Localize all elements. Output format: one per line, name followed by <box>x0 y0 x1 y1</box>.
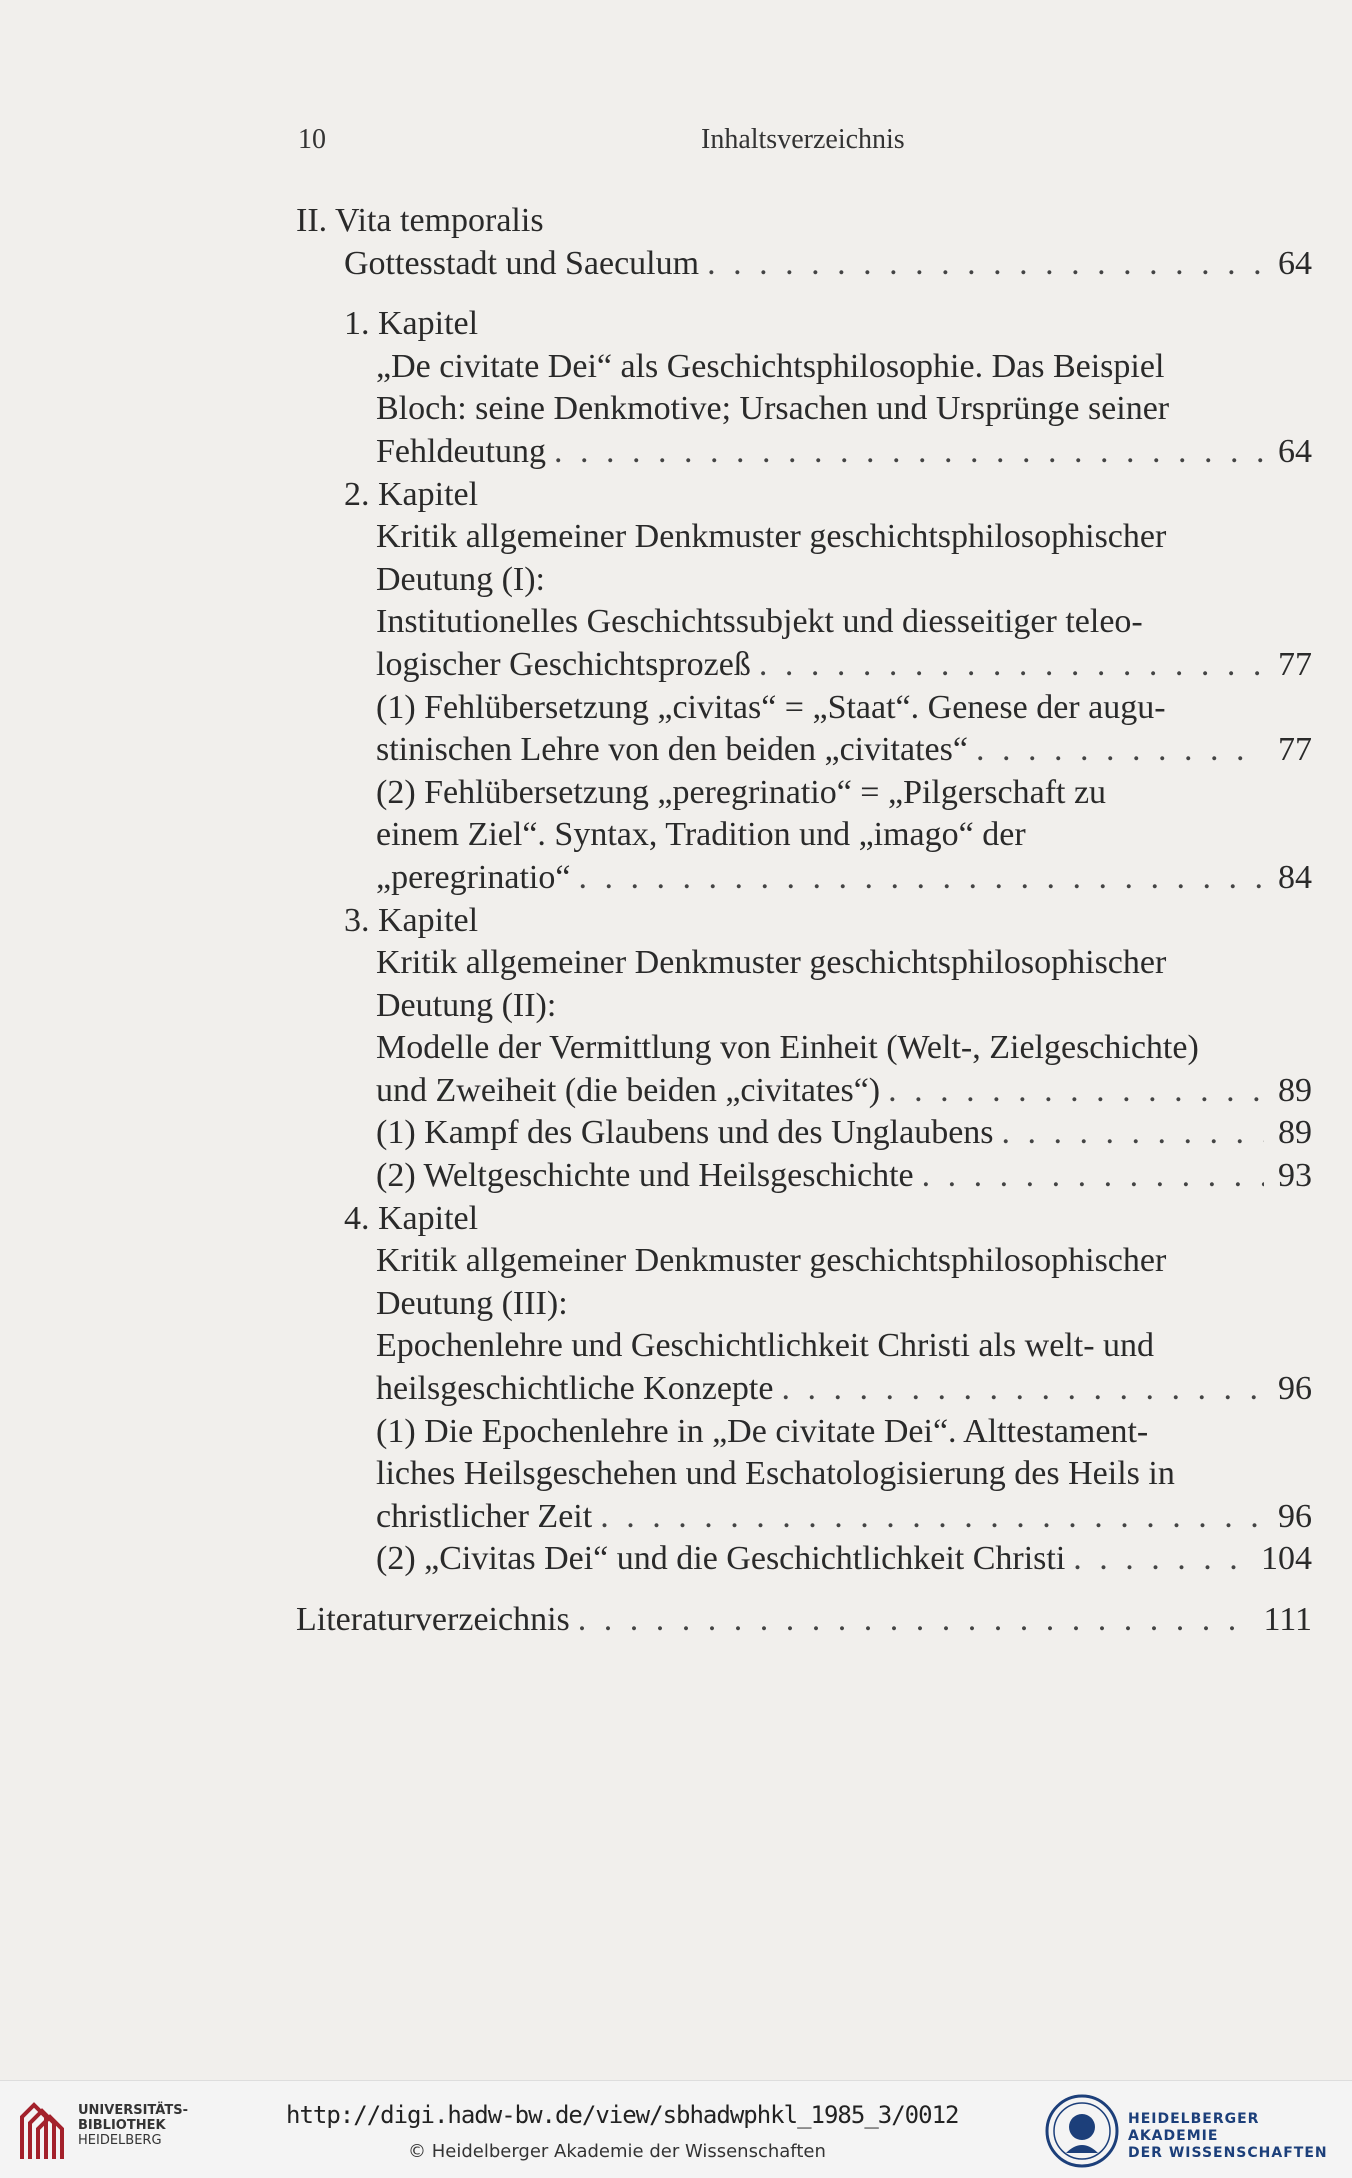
chapter-title-line: Kritik allgemeiner Denkmuster geschichtsphilosophischer <box>376 1242 1167 1280</box>
chapter-heading: 3. Kapitel <box>344 901 479 939</box>
toc-entry: (2) „Civitas Dei“ und die Geschichtlichkeit Christi . . . 104 <box>376 1538 1312 1581</box>
chapter-title-line: Modelle der Vermittlung von Einheit (Welt-, Zielgeschichte) <box>376 1029 1199 1067</box>
chapter-heading: 4. Kapitel <box>344 1199 479 1237</box>
academy-seal-icon <box>1044 2093 1120 2169</box>
chapter-heading: 1. Kapitel <box>344 305 479 343</box>
part-heading: II. Vita temporalis <box>296 202 544 239</box>
section-line: (2) Fehlübersetzung „peregrinatio“ = „Pilgerschaft zu <box>376 773 1107 811</box>
chapter-title-line: Deutung (I): <box>376 560 546 598</box>
running-title: Inhaltsverzeichnis <box>701 124 905 155</box>
page-number: 10 <box>298 124 326 155</box>
chapter-title-line: Bloch: seine Denkmotive; Ursachen und Ursprünge seiner <box>376 390 1170 428</box>
copyright-notice: © Heidelberger Akademie der Wissenschaften <box>408 2141 826 2162</box>
chapter-title-line: Deutung (III): <box>376 1284 568 1322</box>
chapter-title-line: Kritik allgemeiner Denkmuster geschichtsphilosophischer <box>376 944 1167 982</box>
chapter-title-line: Kritik allgemeiner Denkmuster geschichtsphilosophischer <box>376 518 1167 556</box>
toc-entry: Fehldeutung . . . 64 <box>376 431 1312 474</box>
toc-entry: „peregrinatio“ . . . 84 <box>376 857 1312 900</box>
library-name: UNIVERSITÄTS- BIBLIOTHEK HEIDELBERG <box>78 2103 188 2148</box>
table-of-contents <box>296 200 1312 1642</box>
section-line: (1) Fehlübersetzung „civitas“ = „Staat“. Genese der augu- <box>376 688 1166 726</box>
toc-entry: und Zweiheit (die beiden „civitates“) . . . 89 <box>376 1070 1312 1113</box>
toc-entry: logischer Geschichtsprozeß . . . 77 <box>376 644 1312 687</box>
section-line: einem Ziel“. Syntax, Tradition und „imago“ der <box>376 816 1026 854</box>
toc-entry: (1) Kampf des Glaubens und des Unglaubens . . . 89 <box>376 1112 1312 1155</box>
chapter-title-line: Epochenlehre und Geschichtlichkeit Christi als welt- und <box>376 1327 1155 1365</box>
toc-entry: heilsgeschichtliche Konzepte . . . 96 <box>376 1368 1312 1411</box>
chapter-title-line: Institutionelles Geschichtssubjekt und diesseitiger teleo- <box>376 603 1143 641</box>
chapter-title-line: Deutung (II): <box>376 986 557 1024</box>
section-line: (1) Die Epochenlehre in „De civitate Dei“. Alttestament- <box>376 1412 1149 1450</box>
academy-name: HEIDELBERGER AKADEMIE DER WISSENSCHAFTEN <box>1128 2111 1328 2161</box>
permalink-url[interactable]: http://digi.hadw-bw.de/view/sbhadwphkl_1985_3/0012 <box>286 2101 959 2129</box>
chapter-heading: 2. Kapitel <box>344 475 479 513</box>
toc-entry: christlicher Zeit . . . 96 <box>376 1496 1312 1539</box>
toc-entry-part: Gottesstadt und Saeculum . . . 64 <box>344 243 1312 286</box>
toc-entry: stinischen Lehre von den beiden „civitates“ . . . 77 <box>376 729 1312 772</box>
toc-entry: (2) Weltgeschichte und Heilsgeschichte . . . 93 <box>376 1155 1312 1198</box>
chapter-title-line: „De civitate Dei“ als Geschichtsphilosophie. Das Beispiel <box>376 347 1165 385</box>
section-line: liches Heilsgeschehen und Eschatologisierung des Heils in <box>376 1455 1175 1493</box>
toc-entry-bibliography: Literaturverzeichnis . . . 111 <box>296 1599 1312 1642</box>
university-library-logo-icon <box>16 2095 70 2163</box>
digitization-footer <box>0 2080 1352 2178</box>
